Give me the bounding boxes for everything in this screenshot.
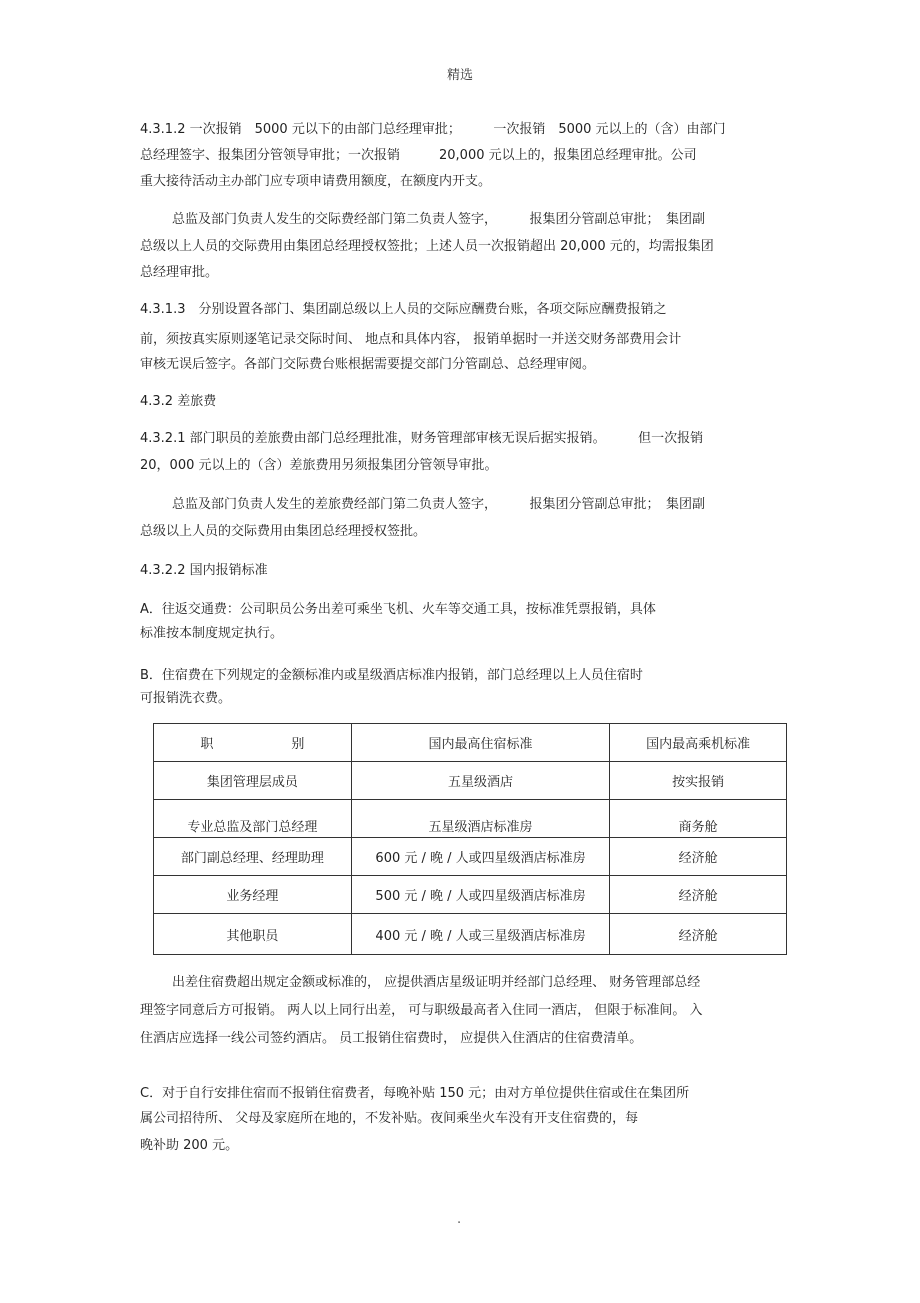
table-cell: 五星级酒店 bbox=[351, 762, 610, 800]
table-cell: 经济舱 bbox=[610, 838, 787, 876]
table-cell: 商务舱 bbox=[610, 800, 787, 838]
table-cell: 其他职员 bbox=[154, 914, 352, 955]
table-cell: 经济舱 bbox=[610, 876, 787, 914]
paragraph-line: 总监及部门负责人发生的差旅费经部门第二负责人签字， 报集团分管副总审批； 集团副 bbox=[172, 497, 706, 512]
table-row bbox=[154, 800, 787, 838]
paragraph-line: 晚补助 200 元。 bbox=[140, 1138, 239, 1153]
paragraph-line: 4.3.1.2 一次报销 5000 元以下的由部门总经理审批； 一次报销 5000 元以上的（含）由部门 bbox=[140, 122, 726, 137]
paragraph-line: 标准按本制度规定执行。 bbox=[140, 626, 284, 641]
paragraph-line: B．住宿费在下列规定的金额标准内或星级酒店标准内报销，部门总经理以上人员住宿时 bbox=[140, 668, 643, 683]
table-cell: 500 元 / 晚 / 人或四星级酒店标准房 bbox=[351, 876, 610, 914]
paragraph-line: 总级以上人员的交际费用由集团总经理授权签批；上述人员一次报销超出 20,000 元的，均需报集团 bbox=[140, 239, 714, 254]
table-cell: 专业总监及部门总经理 bbox=[154, 800, 352, 838]
table-cell: 600 元 / 晚 / 人或四星级酒店标准房 bbox=[351, 838, 610, 876]
table-header-row bbox=[154, 724, 787, 762]
table-row bbox=[154, 762, 787, 800]
page-header: 精选 bbox=[446, 68, 473, 83]
table-header-cell: 国内最高乘机标准 bbox=[610, 724, 787, 762]
paragraph-line: 4.3.1.3 分别设置各部门、集团副总级以上人员的交际应酬费台账，各项交际应酬费报销之 bbox=[140, 302, 667, 317]
section-heading: 4.3.2 差旅费 bbox=[140, 394, 217, 409]
table-row bbox=[154, 914, 787, 955]
table-header-cell: 职 别 bbox=[154, 724, 352, 762]
paragraph-line: 属公司招待所、 父母及家庭所在地的，不发补贴。夜间乘坐火车没有开支住宿费的，每 bbox=[140, 1111, 639, 1126]
page-footer-mark: . bbox=[457, 1212, 462, 1227]
table-cell: 400 元 / 晚 / 人或三星级酒店标准房 bbox=[351, 914, 610, 955]
table-header-cell: 国内最高住宿标准 bbox=[351, 724, 610, 762]
table-cell: 业务经理 bbox=[154, 876, 352, 914]
paragraph-line: 前，须按真实原则逐笔记录交际时间、 地点和具体内容， 报销单据时一并送交财务部费用会计 bbox=[140, 332, 682, 347]
paragraph-line: A．往返交通费：公司职员公务出差可乘坐飞机、火车等交通工具，按标准凭票报销，具体 bbox=[140, 602, 656, 617]
table-cell: 五星级酒店标准房 bbox=[351, 800, 610, 838]
paragraph-line: 总经理审批。 bbox=[140, 265, 219, 280]
paragraph-line: 理签字同意后方可报销。 两人以上同行出差， 可与职级最高者入住同一酒店， 但限于标准间。 入 bbox=[140, 1003, 703, 1018]
paragraph-line: C．对于自行安排住宿而不报销住宿费者，每晚补贴 150 元；由对方单位提供住宿或住在集团所 bbox=[140, 1086, 690, 1101]
table-cell: 部门副总经理、经理助理 bbox=[154, 838, 352, 876]
paragraph-line: 总监及部门负责人发生的交际费经部门第二负责人签字， 报集团分管副总审批； 集团副 bbox=[172, 212, 706, 227]
table-cell: 经济舱 bbox=[610, 914, 787, 955]
paragraph-line: 可报销洗衣费。 bbox=[140, 691, 232, 706]
table-row bbox=[154, 838, 787, 876]
paragraph-line: 20，000 元以上的（含）差旅费用另须报集团分管领导审批。 bbox=[140, 458, 498, 473]
table-row bbox=[154, 876, 787, 914]
table-cell: 集团管理层成员 bbox=[154, 762, 352, 800]
table-cell: 按实报销 bbox=[610, 762, 787, 800]
paragraph-line: 住酒店应选择一线公司签约酒店。 员工报销住宿费时， 应提供入住酒店的住宿费清单。 bbox=[140, 1031, 643, 1046]
paragraph-line: 4.3.2.1 部门职员的差旅费由部门总经理批准，财务管理部审核无误后据实报销。 但一次报销 bbox=[140, 431, 704, 446]
paragraph-line: 总经理签字、报集团分管领导审批；一次报销 20,000 元以上的，报集团总经理审批。公司 bbox=[140, 148, 697, 163]
paragraph-line: 出差住宿费超出规定金额或标准的， 应提供酒店星级证明并经部门总经理、 财务管理部总经 bbox=[172, 975, 701, 990]
paragraph-line: 总级以上人员的交际费用由集团总经理授权签批。 bbox=[140, 524, 427, 539]
paragraph-line: 审核无误后签字。各部门交际费台账根据需要提交部门分管副总、总经理审阅。 bbox=[140, 357, 596, 372]
section-heading: 4.3.2.2 国内报销标准 bbox=[140, 563, 268, 578]
reimbursement-standards-table bbox=[153, 723, 787, 955]
paragraph-line: 重大接待活动主办部门应专项申请费用额度，在额度内开支。 bbox=[140, 174, 492, 189]
